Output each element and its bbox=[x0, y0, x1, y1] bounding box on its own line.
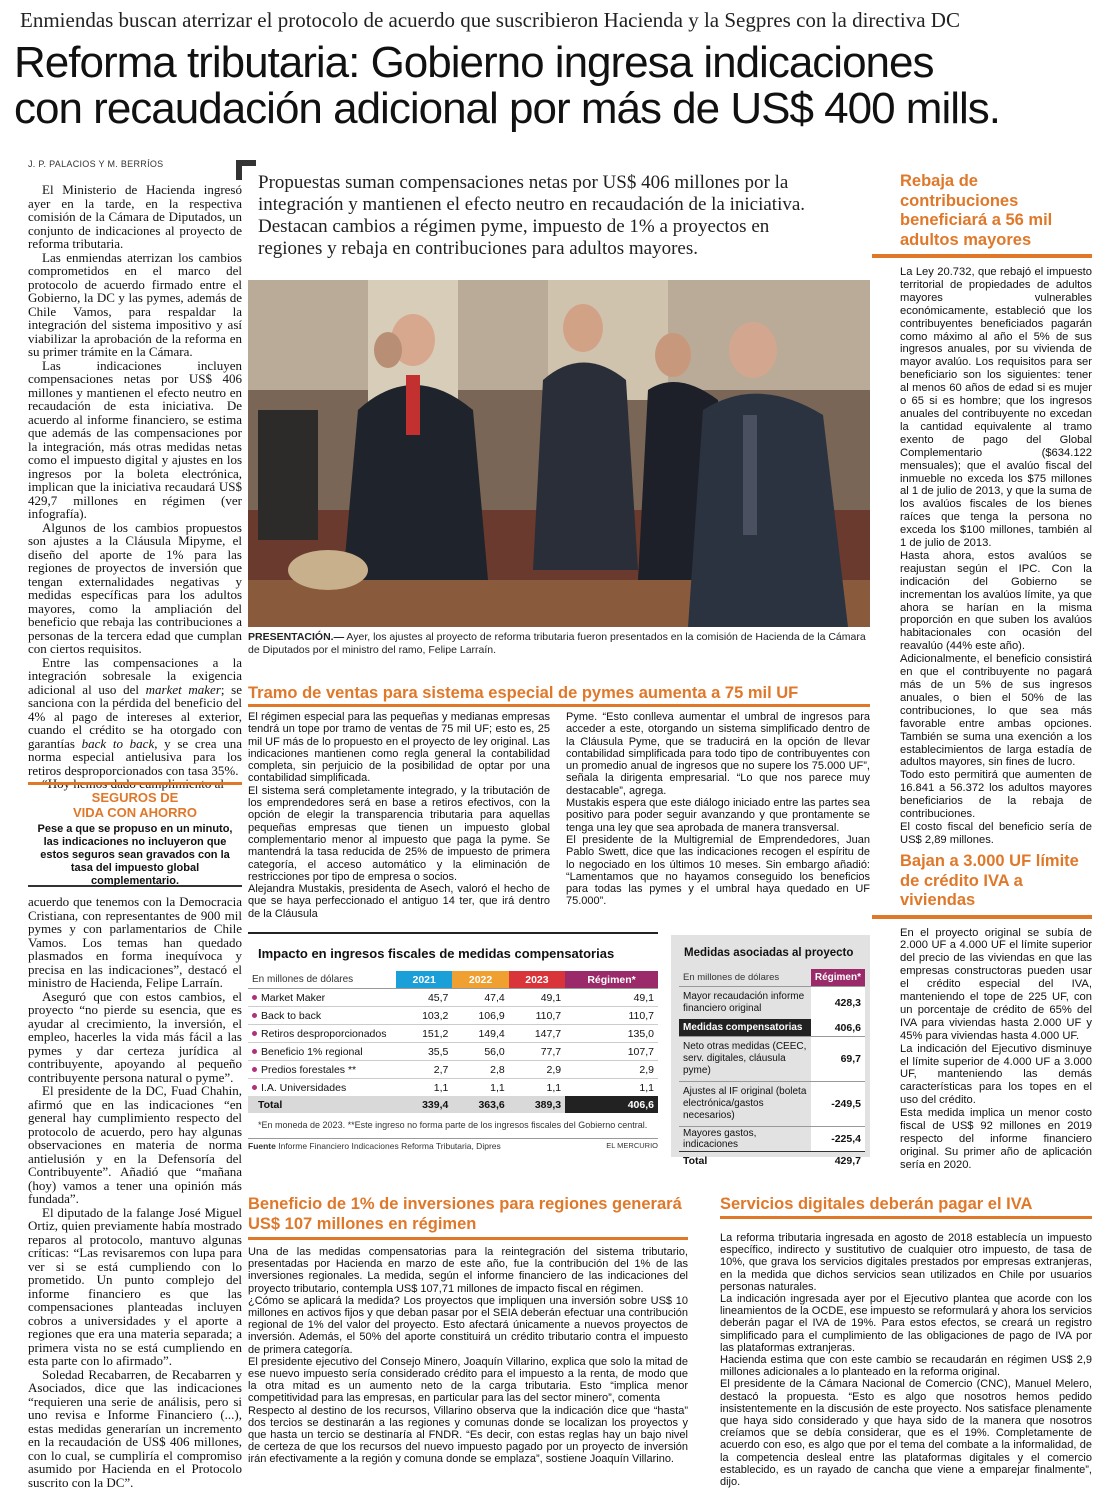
right-text-1 bbox=[900, 266, 1092, 847]
paragraph: Alejandra Mustakis, presidenta de Asech, valoró el hecho de que se haya perfeccionado el antiguo 14 ter, que irá dentro de la Cláusula bbox=[248, 883, 550, 920]
table-row: Mayor recaudación informe financiero original 428,3 bbox=[679, 987, 865, 1020]
paragraph: El presidente de la Cámara Nacional de Comercio (CNC), Manuel Melero, destacó la propuesta. “Esto es algo que nosotros hemos pedido insistentemente en la discusión de este proyecto. Nos satisface plenamente que haya sido considerado y que haya sido de la manera que nosotros creíamos que se debía considerar, que es el 19%. Completamente de acuerdo con eso, es algo que por el tema del combate a la informalidad, de la competencia desleal entre las plataformas digitales y el comercio establecido, es un rayado de cancha que viene a emparejar finalmente”, dijo. bbox=[720, 1378, 1092, 1489]
paragraph: El Ministerio de Hacienda ingresó ayer en la tarde, en la respectiva comisión de la Cámara de Diputados, un conjunto de indicaciones al proyecto de reforma tributaria. bbox=[28, 182, 242, 251]
table-row-highlight: Medidas compensatorias 406,6 bbox=[679, 1019, 865, 1037]
credit: EL MERCURIO bbox=[606, 1141, 658, 1150]
right-heading-2: Bajan a 3.000 UF límite de crédito IVA a viviendas bbox=[900, 852, 1079, 909]
table-header-row bbox=[248, 971, 658, 989]
measures-table bbox=[679, 969, 865, 1169]
impact-table-title: Impacto en ingresos fiscales de medidas compensatorias bbox=[258, 946, 615, 961]
headline-line-2: con recaudación adicional por más de US$ 400 mills. bbox=[14, 84, 1001, 133]
paragraph: ¿Cómo se aplicará la medida? Los proyectos que impliquen una inversión sobre US$ 10 millones en activos fijos y que deban pasar por el SEIA deberán efectuar una contribución regional de 1% del valor del proyecto. Esto afectará únicamente a nuevos proyectos de inversión. Además, el 50% del aporte constituirá un crédito tributario contra el impuesto de primera categoría. bbox=[248, 1294, 688, 1356]
paragraph: Una de las medidas compensatorias para la reintegración del sistema tributario, presentadas por Hacienda en marzo de este año, fue la contribución del 1% de las inversiones regionales. La medida, según el informe financiero de las indicaciones del proyecto tributario, contempla US$ 107,71 millones de impacto fiscal en régimen. bbox=[248, 1246, 688, 1295]
paragraph: Hacienda estima que con este cambio se recaudarán en régimen US$ 2,9 millones adicionales a lo planteado en la reforma original. bbox=[720, 1354, 1092, 1379]
photo-caption bbox=[248, 631, 870, 657]
right-column-2 bbox=[900, 852, 1092, 1172]
paragraph: El régimen especial para las pequeñas y medianas empresas tendrá un tope por tramo de ventas de 75 mil UF; esto es, 25 mil UF más de lo propuesto en el proyecto de ley original. Las indicaciones mantienen como regla general la contabilidad completa, sin perjuicio de la posibilidad de optar por una contabilidad simplificada. bbox=[248, 711, 550, 785]
table-header-row: En millones de dólares Régimen* bbox=[679, 969, 865, 987]
paragraph: La reforma tributaria ingresada en agosto de 2018 establecía un impuesto específico, indirecto y sustitutivo de cualquier otro impuesto, de tasa de 10%, que grava los servicios digitales prestados por empresas extranjeras, en la medida que dichos servicios sean utilizados en Chile por usuarios personas naturales. bbox=[720, 1232, 1092, 1293]
table-row: Mayores gastos, indicaciones -225,4 bbox=[679, 1127, 865, 1152]
col-header-regimen: Régimen* bbox=[565, 971, 658, 989]
paragraph: Entre las compensaciones a la integración sobresale la exigencia adicional al uso del market maker; se sanciona con la pérdida del beneficio del 4% al pago de intereses al exterior, cuando el crédito se ha otorgado con garantías back to back, y se crea una norma especial antielusiva para los retiros desproporcionados con tasa 35%. bbox=[28, 654, 242, 778]
impact-table-source: Fuente Informe Financiero Indicaciones Reforma Tributaria, Dipres EL MERCURIO bbox=[248, 1138, 658, 1151]
caption-label: PRESENTACIÓN.— bbox=[248, 631, 345, 643]
paragraph: “Hoy hemos dado cumplimiento al bbox=[42, 776, 224, 791]
divider bbox=[872, 915, 1092, 919]
paragraph: Adicionalmente, el beneficio consistirá en que el contribuyente no pagará más de un 5% de sus ingresos anuales, o bien el 50% de las contribuciones, lo que sea más favorable entre ambas opciones. También se suma una exención a los establecimientos de larga estadía de adultos mayores, sin fines de lucro. bbox=[900, 653, 1092, 769]
col-header-2022: 2022 bbox=[452, 971, 508, 989]
paragraph: Esta medida implica un menor costo fiscal de US$ 92 millones en 2019 respecto del informe financiero original. Su primer año de aplicación sería en 2020. bbox=[900, 1107, 1092, 1171]
right-heading-1: Rebaja de contribuciones beneficiará a 56 mil adultos mayores bbox=[900, 172, 1053, 249]
table-row: Neto otras medidas (CEEC, serv. digitales, cláusula pyme) 69,7 bbox=[679, 1037, 865, 1082]
right-column bbox=[900, 172, 1092, 847]
divider bbox=[248, 704, 870, 707]
news-photo bbox=[248, 280, 870, 627]
pyme-heading: Tramo de ventas para sistema especial de pymes aumenta a 75 mil UF bbox=[248, 684, 799, 702]
lead-marker bbox=[236, 160, 256, 180]
paragraph: El diputado de la falange José Miguel Ortiz, quien previamente había mostrado reparos al protocolo, mantuvo algunas críticas: “Las revisaremos con lupa para ver si se está cumpliendo con lo prometido. Un punto complejo del informe financiero es que las compensaciones planteadas incluyen cobros a universidades y el aporte a regiones que era una materia separada; a primera vista no se está cumpliendo en esta parte con lo afirmado”. bbox=[28, 1204, 242, 1368]
regions-heading: Beneficio de 1% de inversiones para regiones generará US$ 107 millones en régimen bbox=[248, 1195, 682, 1233]
kicker: Enmiendas buscan aterrizar el protocolo de acuerdo que suscribieron Hacienda y la Segpres con la directiva DC bbox=[20, 8, 960, 32]
byline: J. P. PALACIOS Y M. BERRÍOS bbox=[28, 159, 164, 169]
left-column-top bbox=[28, 182, 242, 791]
measures-table-block bbox=[671, 935, 870, 1167]
bullet-icon bbox=[252, 1049, 257, 1054]
paragraph: Mustakis espera que este diálogo iniciado entre las partes sea positivo para poder seguir avanzando y que prontamente se tenga una ley que sea aprobada de manera transversal. bbox=[566, 797, 870, 834]
paragraph: Aseguró que con estos cambios, el proyecto “no pierde su esencia, que es ayudar al crecimiento, la inversión, el empleo, hacerles la vida más fácil a las pymes y dar certeza jurídica al contribuyente, apoyando al pequeño contribuyente persona natural o pyme”. bbox=[28, 988, 242, 1085]
divider bbox=[720, 1216, 1092, 1219]
paragraph: La indicación del Ejecutivo disminuye el límite superior de 4.000 UF a 3.000 UF, manteniendo las demás características para los topes en el uso del crédito. bbox=[900, 1042, 1092, 1107]
impact-table bbox=[248, 971, 658, 1113]
paragraph: La indicación ingresada ayer por el Ejecutivo plantea que acorde con los lineamientos de la OCDE, ese impuesto se reformulará y ahora los servicios deberán pagar el IVA de 19%. Para estos efectos, se creará un registro simplificado para el cumplimiento de las obligaciones de pago de IVA por las plataformas extranjeras. bbox=[720, 1293, 1092, 1354]
table-row: Retiros desproporcionados 151,2 149,4 147,7 135,0 bbox=[248, 1025, 658, 1043]
insurance-box-text: Pese a que se propuso en un minuto, las indicaciones no incluyeron que estos seguros sean gravados con la tasa del impuesto global complementario. bbox=[37, 823, 233, 887]
paragraph: acuerdo que tenemos con la Democracia Cristiana, con representantes de 900 mil pymes y con parlamentarios de Chile Vamos. Los temas han quedado plasmados en forma inequívoca y precisa en las indicaciones”, destacó el ministro de Hacienda, Felipe Larraín. bbox=[28, 894, 242, 990]
headline-line-1: Reforma tributaria: Gobierno ingresa indicaciones bbox=[14, 38, 934, 87]
lead: Propuestas suman compensaciones netas por US$ 406 millones por la integración y mantienen el efecto neutro en recaudación de la iniciativa. Destacan cambios a régimen pyme, impuesto de 1% a proyectos en regiones y rebaja en contribuciones para adultos mayores. bbox=[258, 172, 806, 259]
divider bbox=[248, 1237, 688, 1240]
paragraph: Respecto al destino de los recursos, Villarino observa que la indicación dice que “hasta” dos tercios se destinarán a las regiones y comunas donde se localizan los proyectos y que hasta un tercio se destinaría al FNDR. “Es decir, con estas reglas hay un bajo nivel de certeza de que los recursos del nuevo impuesto pagado por un proyecto de inversión irán efectivamente a la región y comuna donde se emplaza”, sostiene Joaquín Villarino. bbox=[248, 1404, 688, 1466]
table-row: I.A. Universidades 1,1 1,1 1,1 1,1 bbox=[248, 1079, 658, 1097]
table-row: Beneficio 1% regional 35,5 56,0 77,7 107,7 bbox=[248, 1043, 658, 1061]
digital-heading: Servicios digitales deberán pagar el IVA bbox=[720, 1195, 1033, 1213]
table-total-row: Total 429,7 bbox=[679, 1152, 865, 1170]
bullet-icon bbox=[252, 1013, 257, 1018]
right-text-2 bbox=[900, 927, 1092, 1172]
bullet-icon bbox=[252, 995, 257, 1000]
paragraph: Soledad Recabarren, de Recabarren y Asociados, dice que las indicaciones “requieren una serie de análisis, pero si uno revisa e Informe Financiero (...), estas medidas generarían un incremento en la recaudación de US$ 406 millones, con lo cual, se cumpliría el compromiso asumido por Hacienda en el Protocolo suscrito con la DC”. bbox=[28, 1366, 242, 1490]
bullet-icon bbox=[252, 1031, 257, 1036]
table-row: Market Maker 45,7 47,4 49,1 49,1 bbox=[248, 989, 658, 1007]
digital-text bbox=[720, 1232, 1092, 1488]
paragraph: Las enmiendas aterrizan los cambios comprometidos en el marco del protocolo de acuerdo firmado entre el Gobierno, la DC y las pymes, además de Chile Vamos, para respaldar la integración del sistema impositivo y así viabilizar la aprobación de la reforma en su primer trámite en la Cámara. bbox=[28, 249, 242, 359]
insurance-box bbox=[28, 782, 242, 887]
left-column-bottom bbox=[28, 894, 242, 1490]
pyme-col-2 bbox=[566, 711, 870, 908]
regions-text bbox=[248, 1246, 688, 1466]
impact-table-block bbox=[248, 932, 658, 1159]
paragraph: En el proyecto original se subía de 2.000 UF a 4.000 UF el límite superior del precio de las viviendas en que las empresas constructoras pueden usar el crédito especial del IVA, manteniendo el tope de 225 UF, con un porcentaje de crédito de 65% del IVA para viviendas hasta 2.000 UF y 45% para viviendas hasta 4.000 UF. bbox=[900, 926, 1092, 1042]
unit-label: En millones de dólares bbox=[252, 974, 354, 985]
col-header-2023: 2023 bbox=[509, 971, 565, 989]
caption-text: Ayer, los ajustes al proyecto de reforma tributaria fueron presentados en la comisión de Hacienda de la Cámara de Diputados por el ministro del ramo, Felipe Larraín. bbox=[248, 631, 866, 656]
paragraph: Algunos de los cambios propuestos son ajustes a la Cláusula Mipyme, el diseño del aporte de 1% para las regiones de proyectos de inversión que tengan externalidades negativas y medidas específicas para los adultos mayores, como la ampliación del beneficio que rebaja las contribuciones a personas de la tercera edad que cumplan con ciertos requisitos. bbox=[28, 519, 242, 656]
paragraph: El presidente de la DC, Fuad Chahin, afirmó que en las indicaciones “en general hay cumplimiento respecto del protocolo de acuerdo, pero hay algunas observaciones en materia de norma antielusión y en la Defensoría del Contribuyente”. Añadió que “mañana (hoy) vamos a tener una opinión más fundada”. bbox=[28, 1083, 242, 1206]
col-header-2021: 2021 bbox=[396, 971, 452, 989]
insurance-box-title-2: VIDA CON AHORRO bbox=[73, 805, 197, 820]
paragraph: El costo fiscal del beneficio sería de US$ 2,89 millones. bbox=[900, 820, 1092, 846]
paragraph: El presidente de la Multigremial de Emprendedores, Juan Pablo Swett, dice que las indicaciones recogen el espíritu de lo negociado en los últimos 10 meses. Sin embargo añadió: “Lamentamos que no hayamos conseguido los beneficios para todas las pymes y el umbral haya quedado en UF 75.000”. bbox=[566, 833, 870, 908]
table-row: Back to back 103,2 106,9 110,7 110,7 bbox=[248, 1007, 658, 1025]
paragraph: Hasta ahora, estos avalúos se reajustan según el IPC. Con la indicación del Gobierno se incrementan los avalúos límite, ya que ahora se harían en la misma proporción en que suben los avalúos habitacionales con ocasión del reavalúo (44% este año). bbox=[900, 549, 1092, 653]
divider bbox=[872, 254, 1092, 258]
table-row: Ajustes al IF original (boleta electrónica/gastos necesarios) -249,5 bbox=[679, 1082, 865, 1127]
table-total-row: Total 339,4 363,6 389,3 406,6 bbox=[248, 1096, 658, 1113]
paragraph: Pyme. “Esto conlleva aumentar el umbral de ingresos para acceder a este, otorgando un sistema simplificado dentro de la Cláusula Pyme, que se traducirá en la opción de llevar contabilidad simplificada para todo tipo de contribuyentes con un promedio anual de ingresos que no supere los 75.000 UF”, señala la dirigenta empresarial. “Lo que nos parece muy destacable”, agrega. bbox=[566, 711, 870, 797]
insurance-box-title-1: SEGUROS DE bbox=[91, 790, 179, 805]
measures-table-title: Medidas asociadas al proyecto bbox=[684, 947, 854, 959]
bullet-icon bbox=[252, 1085, 257, 1090]
paragraph: Las indicaciones incluyen compensaciones netas por US$ 406 millones y mantienen el efecto neutro en recaudación de esta iniciativa. De acuerdo al informe financiero, se estima que además de las compensaciones por la integración, más otras medidas netas como el impuesto digital y ajustes en los ingresos por la boleta electrónica, implican que la iniciativa recaudará US$ 429,7 millones en régimen (ver infografía). bbox=[28, 357, 242, 521]
paragraph: El presidente ejecutivo del Consejo Minero, Joaquín Villarino, explica que solo la mitad de ese nuevo impuesto sería considerado crédito para el impuesto a la renta, de modo que la otra mitad es un aumento neto de la carga tributaria. Esto “implica menor competitividad para las empresas, en particular para las del sector minero”, comenta bbox=[248, 1355, 688, 1405]
paragraph: El sistema será completamente integrado, y la tributación de los emprendedores será en base a retiros efectivos, con la opción de elegir la transparencia tributaria para aquellas pequeñas empresas que tienen un impuesto global complementario menor al impuesto que paga la pyme. Se mantendrá la tasa reducida de 25% de impuesto de primera categoría, el acceso automático y la eliminación de restricciones por tipo de empresa o socios. bbox=[248, 784, 550, 883]
pyme-col-1 bbox=[248, 711, 550, 920]
photo-illustration bbox=[248, 280, 870, 627]
headline bbox=[14, 40, 1094, 132]
impact-table-footnote: *En moneda de 2023. **Este ingreso no forma parte de los ingresos fiscales del Gobierno central. bbox=[258, 1120, 648, 1130]
bullet-icon bbox=[252, 1067, 257, 1072]
table-row: Predios forestales ** 2,7 2,8 2,9 2,9 bbox=[248, 1061, 658, 1079]
paragraph: La Ley 20.732, que rebajó el impuesto territorial de propiedades de adultos mayores vulnerables económicamente, estableció que los contribuyentes beneficiados pagarán como máximo al año el 5% de sus ingresos anuales, por su vivienda de mayor avalúo. Los requisitos para ser beneficiario son los siguientes: tener al menos 60 años de edad si es mujer o 65 si es hombre; que los ingresos anuales del contribuyente no excedan la cantidad equivalente al tramo exento de pago del Global Complementario ($634.122 mensuales); que el avalúo fiscal del inmueble no exceda los $75 millones al 1 de julio de 2013, y que la suma de los avalúos fiscales de los bienes raíces que tenga la persona no exceda los $100 millones, también al 1 de julio de 2013. bbox=[900, 266, 1092, 550]
paragraph: Todo esto permitirá que aumenten de 16.841 a 56.372 los adultos mayores beneficiarios de la rebaja de contribuciones. bbox=[900, 769, 1092, 821]
